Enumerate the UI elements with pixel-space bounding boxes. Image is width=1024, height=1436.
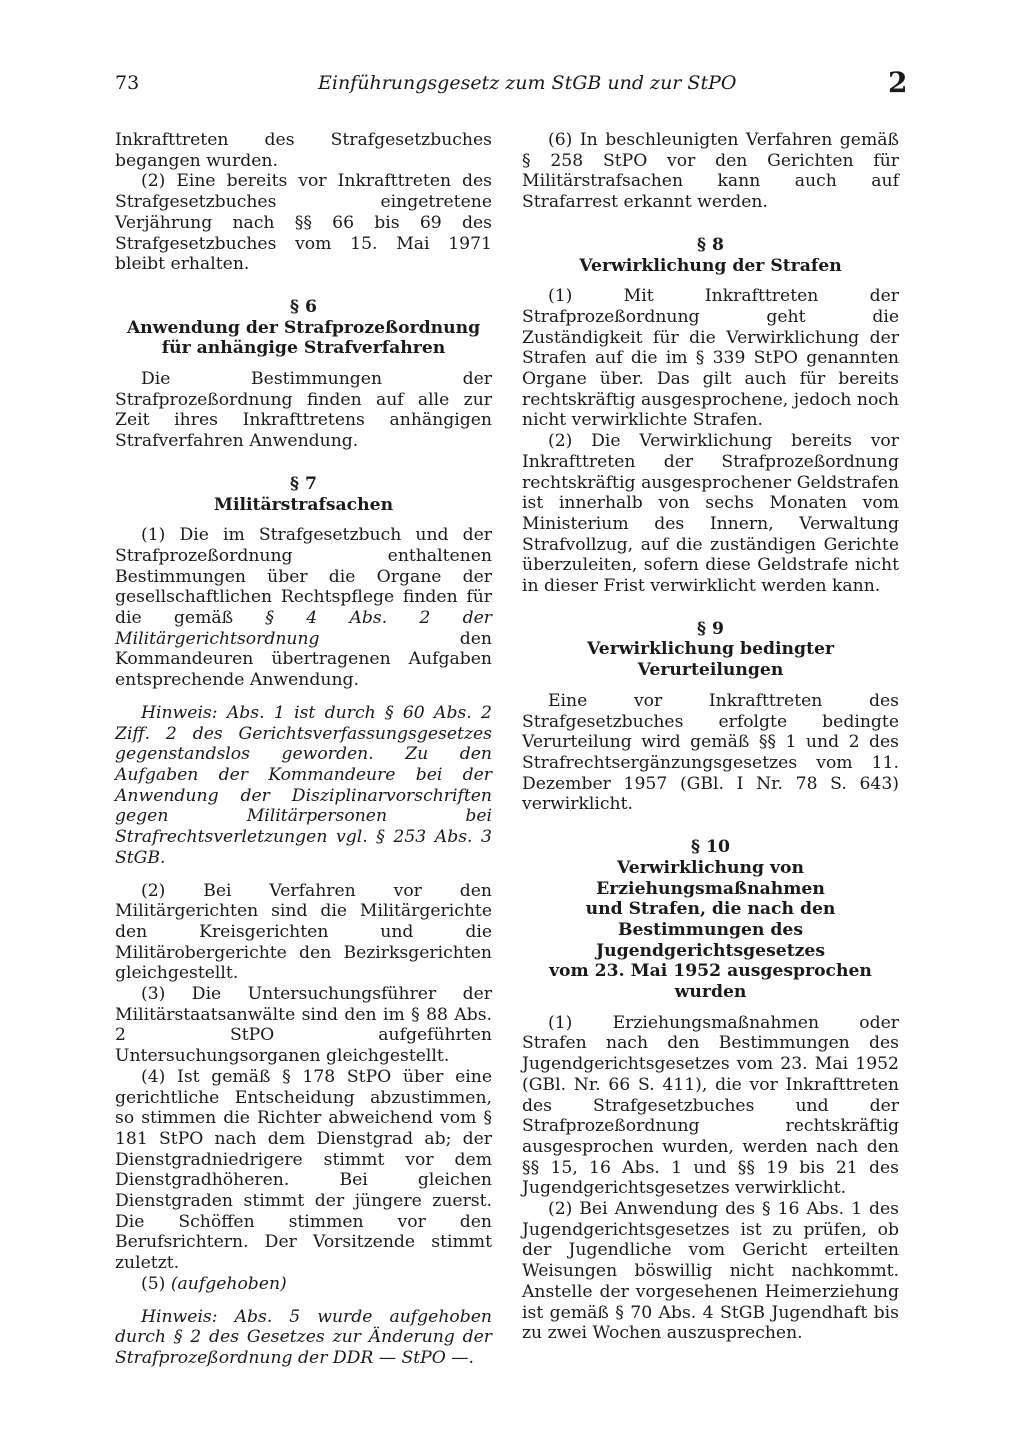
page-header [0,0,1024,110]
section-number: § 9 [697,618,724,639]
section-title: vom 23. Mai 1952 ausgesprochen wurden [549,961,872,1003]
paragraph: (2) Die Verwirklichung bereits vor Inkrafttreten der Strafprozeßordnung rechtskräftig ausgesprochener Geldstrafen ist innerhalb von sechs Monaten vom Ministerium des Innern, Verwaltung Strafvollzug, auf die zuständigen Gerichte überzuleiten, sofern diese Geldstrafe nicht in dieser Frist verwirklicht werden kann. [522,431,899,597]
repealed-note: (aufgehoben) [170,1273,287,1294]
section-number: § 6 [290,296,317,317]
citation: § 4 Abs. 2 der Militärgerichtsordnung [115,608,492,649]
text: (5) [141,1273,171,1294]
chapter-number: 2 [888,66,908,99]
hinweis-note: Hinweis: Abs. 1 ist durch § 60 Abs. 2 Ziff. 2 des Gerichtsverfassungsgesetzes gegenstandslos geworden. Zu den Aufgaben der Kommandeure bei der Anwendung der Disziplinarvorschriften gegen Militärpersonen bei Strafrechtsverletzungen vgl. § 253 Abs. 3 StGB. [115,702,492,868]
section-heading-7 [115,474,492,515]
section-heading-8 [522,235,899,276]
paragraph: (2) Eine bereits vor Inkrafttreten des Strafgesetzbuches eingetretene Verjährung nach §§ 66 bis 69 des Strafgesetzbuches vom 15. Mai 1971 bleibt erhalten. [115,171,492,275]
paragraph: (2) Bei Anwendung des § 16 Abs. 1 des Jugendgerichtsgesetzes ist zu prüfen, ob der Jugendliche vom Gericht erteilten Weisungen böswillig nicht nachkommt. Anstelle der vorgesehenen Heimerziehung ist gemäß § 70 Abs. 4 StGB Jugendhaft bis zu zwei Wochen auszusprechen. [522,1199,899,1344]
section-title: Anwendung der Strafprozeßordnung [126,317,481,338]
section-number: § 8 [697,234,724,255]
section-title: Verwirklichung von Erziehungsmaßnahmen [596,857,825,899]
left-column [115,130,492,1381]
paragraph: (4) Ist gemäß § 178 StPO über eine gerichtliche Entscheidung abzustimmen, so stimmen die Richter abweichend vom § 181 StPO nach dem Dienstgrad ab; der Dienstgradniedrigere stimmt vor dem Dienstgradhöheren. Bei gleichen Dienstgraden stimmt der jüngere zuerst. Die Schöffen stimmen vor den Berufsrichtern. Der Vorsitzende stimmt zuletzt. [115,1066,492,1274]
section-title: Militärstrafsachen [213,494,394,515]
right-column [522,130,899,1344]
paragraph: (2) Bei Verfahren vor den Militärgerichten sind die Militärgerichte den Kreisgerichten und die Militärobergerichte den Bezirksgerichten gleichgestellt. [115,880,492,984]
running-title: Einführungsgesetz zum StGB und zur StPO [318,72,737,94]
section-title: Bestimmungen des Jugendgerichtsgesetzes [595,919,826,961]
paragraph [115,525,492,691]
section-title: Verwirklichung der Strafen [579,255,842,276]
paragraph: (3) Die Untersuchungsführer der Militärstaatsanwälte sind den im § 88 Abs. 2 StPO aufgeführten Untersuchungsorganen gleichgestellt. [115,984,492,1067]
paragraph: (1) Erziehungsmaßnahmen oder Strafen nach den Bestimmungen des Jugendgerichtsgesetzes vom 23. Mai 1952 (GBl. Nr. 66 S. 411), die vor Inkrafttreten des Strafgesetzbuches und der Strafprozeßordnung rechtskräftig ausgesprochen wurden, werden nach den §§ 15, 16 Abs. 1 und §§ 19 bis 21 des Jugendgerichtsgesetzes verwirklicht. [522,1012,899,1199]
text: (1) Die im Strafgesetzbuch und der Strafprozeßordnung enthaltenen Bestimmungen über die Organe der gesellschaftlichen Rechtspflege finden für die gemäß [115,525,492,629]
section-title: Verurteilungen [637,660,784,681]
section-title: und Strafen, die nach den [585,899,836,920]
page-number: 73 [115,72,140,94]
section-number: § 7 [290,473,317,494]
section-title: für anhängige Strafverfahren [161,338,446,359]
section-heading-6 [115,297,492,359]
section-title: Verwirklichung bedingter [587,639,834,660]
paragraph [115,1274,492,1295]
section-heading-9 [522,619,899,681]
paragraph: Inkrafttreten des Strafgesetzbuches begangen wurden. [115,130,492,171]
section-heading-10 [522,837,899,1003]
hinweis-note: Hinweis: Abs. 5 wurde aufgehoben durch § 2 des Gesetzes zur Änderung der Strafprozeßordnung der DDR — StPO —. [115,1306,492,1368]
paragraph: Die Bestimmungen der Strafprozeßordnung finden auf alle zur Zeit ihres Inkrafttretens anhängigen Strafverfahren Anwendung. [115,369,492,452]
section-number: § 10 [691,837,730,858]
paragraph: (6) In beschleunigten Verfahren gemäß § 258 StPO vor den Gerichten für Militärstrafsachen kann auch auf Strafarrest erkannt werden. [522,130,899,213]
text: den Kommandeuren übertragenen Aufgaben entsprechende Anwendung. [115,628,492,691]
paragraph: (1) Mit Inkrafttreten der Strafprozeßordnung geht die Zuständigkeit für die Verwirklichung der Strafen auf die im § 339 StPO genannten Organe über. Das gilt auch für bereits rechtskräftig ausgesprochene, jedoch noch nicht verwirklichte Strafen. [522,286,899,431]
paragraph: Eine vor Inkrafttreten des Strafgesetzbuches erfolgte bedingte Verurteilung wird gemäß §§ 1 und 2 des Strafrechtsergänzungsgesetzes vom 11. Dezember 1957 (GBl. I Nr. 78 S. 643) verwirklicht. [522,690,899,815]
